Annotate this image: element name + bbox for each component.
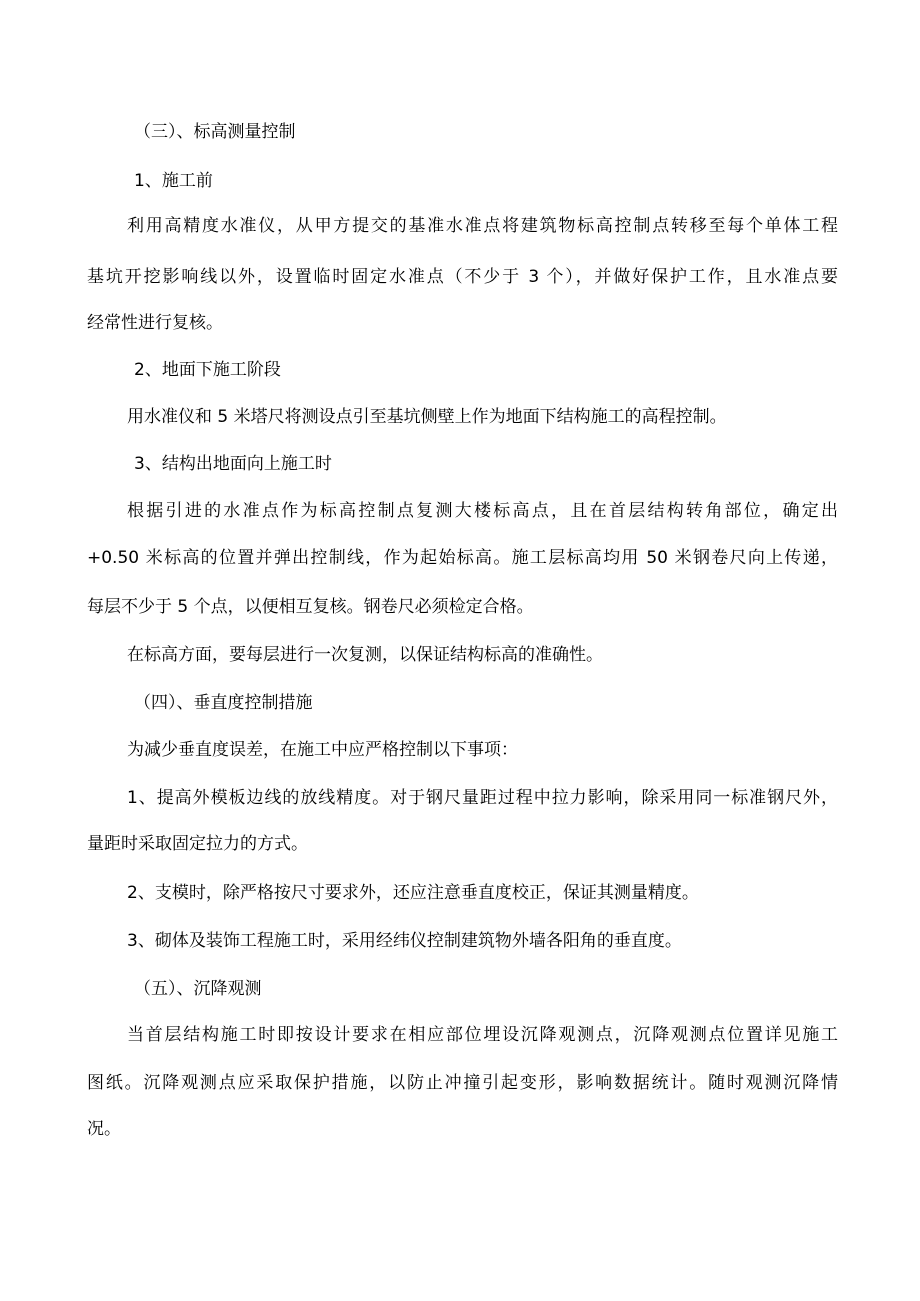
section-4-item-1-line-1: 1、提高外模板边线的放线精度。对于钢尺量距过程中拉力影响，除采用同一标准钢尺外，	[127, 788, 838, 808]
section-3-item-3-paragraph-line-2: +0.50 米标高的位置并弹出控制线，作为起始标高。施工层标高均用 50 米钢卷尺向上传递，	[87, 548, 838, 568]
section-5-heading: （五）、沉降观测	[134, 979, 262, 999]
section-3-item-3-paragraph-line-3: 每层不少于 5 个点，以便相互复核。钢卷尺必须检定合格。	[87, 597, 534, 617]
section-3-item-3-title: 3、结构出地面向上施工时	[134, 454, 332, 474]
section-5-paragraph-line-3: 况。	[87, 1119, 121, 1139]
section-3-item-3-paragraph-line-1: 根据引进的水准点作为标高控制点复测大楼标高点，且在首层结构转角部位，确定出	[127, 501, 838, 521]
section-3-item-1-paragraph-line-2: 基坑开挖影响线以外，设置临时固定水准点（不少于 3 个），并做好保护工作，且水准点要	[87, 267, 838, 287]
section-4-intro: 为减少垂直度误差，在施工中应严格控制以下事项：	[127, 740, 518, 760]
section-3-item-2-paragraph: 用水准仪和 5 米塔尺将测设点引至基坑侧壁上作为地面下结构施工的高程控制。	[127, 407, 727, 427]
section-3-item-1-paragraph-line-1: 利用高精度水准仪，从甲方提交的基准水准点将建筑物标高控制点转移至每个单体工程	[127, 216, 838, 236]
section-3-item-1-paragraph-line-3: 经常性进行复核。	[87, 313, 223, 333]
section-3-item-1-title: 1、施工前	[134, 171, 213, 191]
section-4-heading: （四）、垂直度控制措施	[134, 693, 313, 713]
section-3-heading: （三）、标高测量控制	[134, 122, 296, 142]
section-5-paragraph-line-1: 当首层结构施工时即按设计要求在相应部位埋设沉降观测点，沉降观测点位置详见施工	[127, 1025, 838, 1045]
section-4-item-2: 2、支模时，除严格按尺寸要求外，还应注意垂直度校正，保证其测量精度。	[127, 883, 699, 903]
section-4-item-1-line-2: 量距时采取固定拉力的方式。	[87, 834, 308, 854]
section-3-closing-paragraph: 在标高方面，要每层进行一次复测，以保证结构标高的准确性。	[127, 645, 603, 665]
section-5-paragraph-line-2: 图纸。沉降观测点应采取保护措施，以防止冲撞引起变形，影响数据统计。随时观测沉降情	[87, 1073, 838, 1093]
section-3-item-2-title: 2、地面下施工阶段	[134, 360, 281, 380]
section-4-item-3: 3、砌体及装饰工程施工时，采用经纬仪控制建筑物外墙各阳角的垂直度。	[127, 931, 682, 951]
